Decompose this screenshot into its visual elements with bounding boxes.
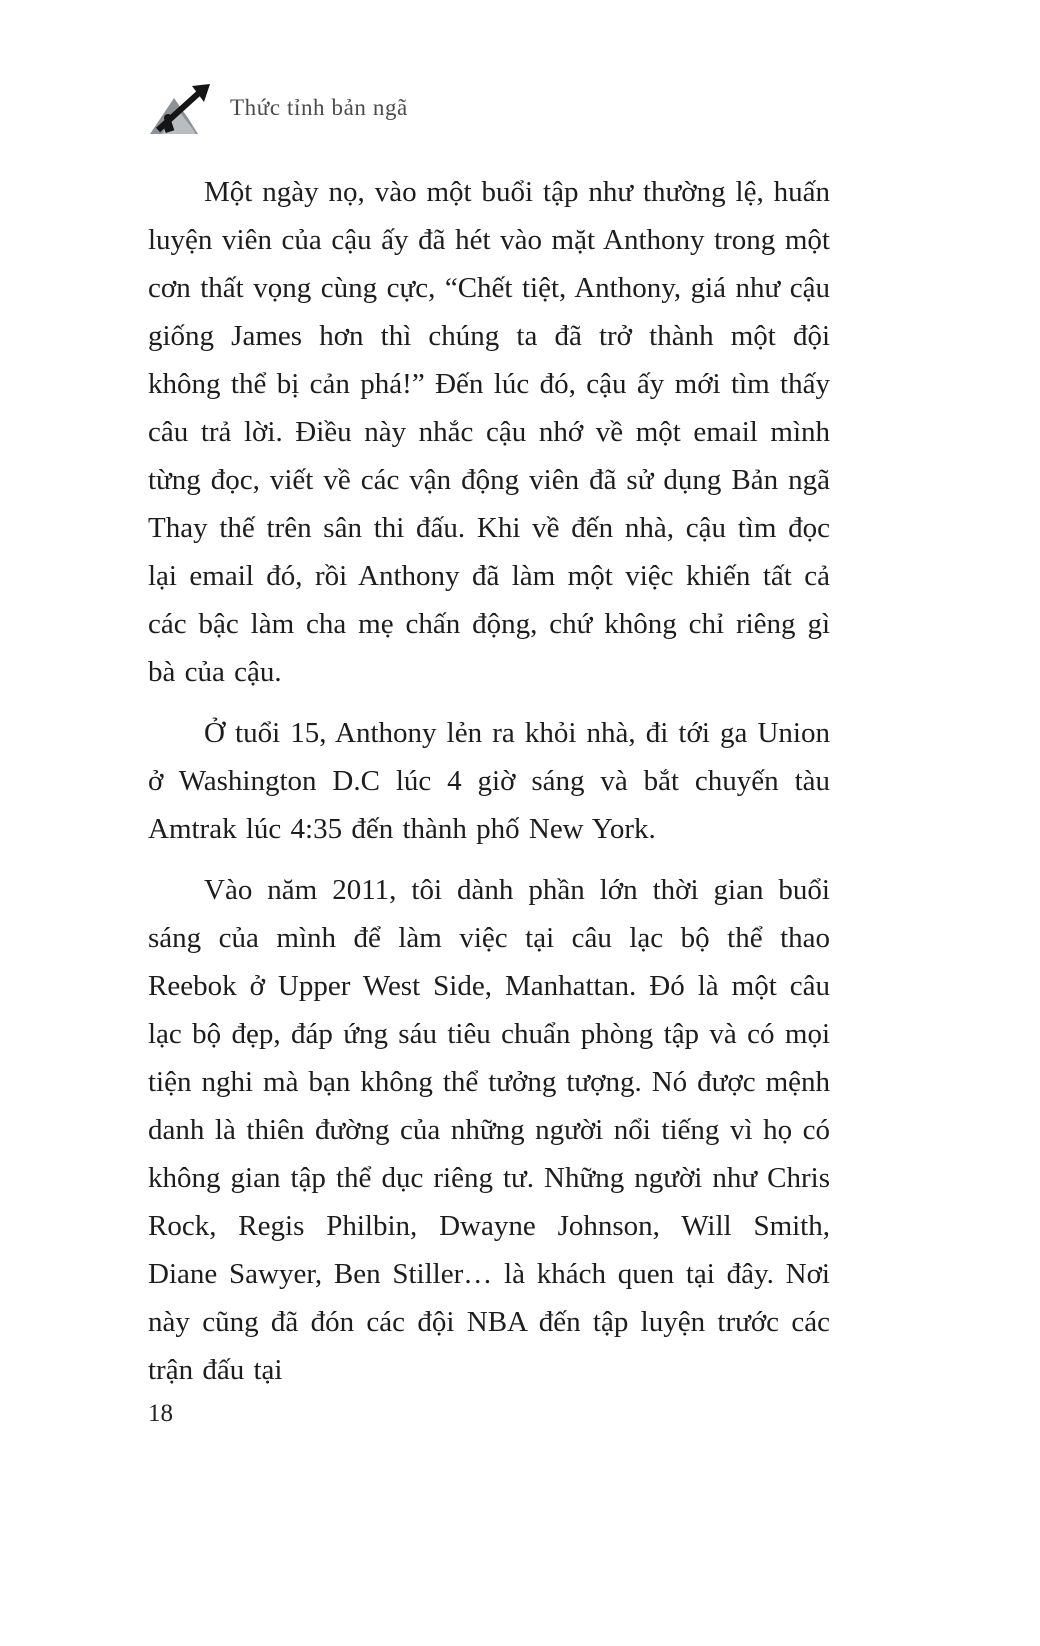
page-footer bbox=[148, 1400, 173, 1428]
page-content bbox=[148, 168, 830, 1407]
paragraph-2: Ở tuổi 15, Anthony lẻn ra khỏi nhà, đi tới ga Union ở Washington D.C lúc 4 giờ sáng và bắt chuyến tàu Amtrak lúc 4:35 đến thành phố New York. bbox=[148, 717, 830, 845]
paragraph-1: Một ngày nọ, vào một buổi tập như thường lệ, huấn luyện viên của cậu ấy đã hét vào mặt Anthony trong một cơn thất vọng cùng cực, “Chết tiệt, Anthony, giá như cậu giống James hơn thì chúng ta đã trở thành một đội không thể bị cản phá!” Đến lúc đó, cậu ấy mới tìm thấy câu trả lời. Điều này nhắc cậu nhớ về một email mình từng đọc, viết về các vận động viên đã sử dụng Bản ngã Thay thế trên sân thi đấu. Khi về đến nhà, cậu tìm đọc lại email đó, rồi Anthony đã làm một việc khiến tất cả các bậc làm cha mẹ chấn động, chứ không chỉ riêng gì bà của cậu. bbox=[148, 176, 830, 688]
mountain-climber-icon bbox=[148, 84, 210, 136]
page-number: 18 bbox=[148, 1400, 173, 1427]
book-title: Thức tỉnh bản ngã bbox=[230, 95, 408, 120]
paragraph-3: Vào năm 2011, tôi dành phần lớn thời gian buổi sáng của mình để làm việc tại câu lạc bộ thể thao Reebok ở Upper West Side, Manhattan. Đó là một câu lạc bộ đẹp, đáp ứng sáu tiêu chuẩn phòng tập và có mọi tiện nghi mà bạn không thể tưởng tượng. Nó được mệnh danh là thiên đường của những người nổi tiếng vì họ có không gian tập thể dục riêng tư. Những người như Chris Rock, Regis Philbin, Dwayne Johnson, Will Smith, Diane Sawyer, Ben Stiller… là khách quen tại đây. Nơi này cũng đã đón các đội NBA đến tập luyện trước các trận đấu tại bbox=[148, 874, 830, 1386]
page-header bbox=[148, 84, 408, 136]
